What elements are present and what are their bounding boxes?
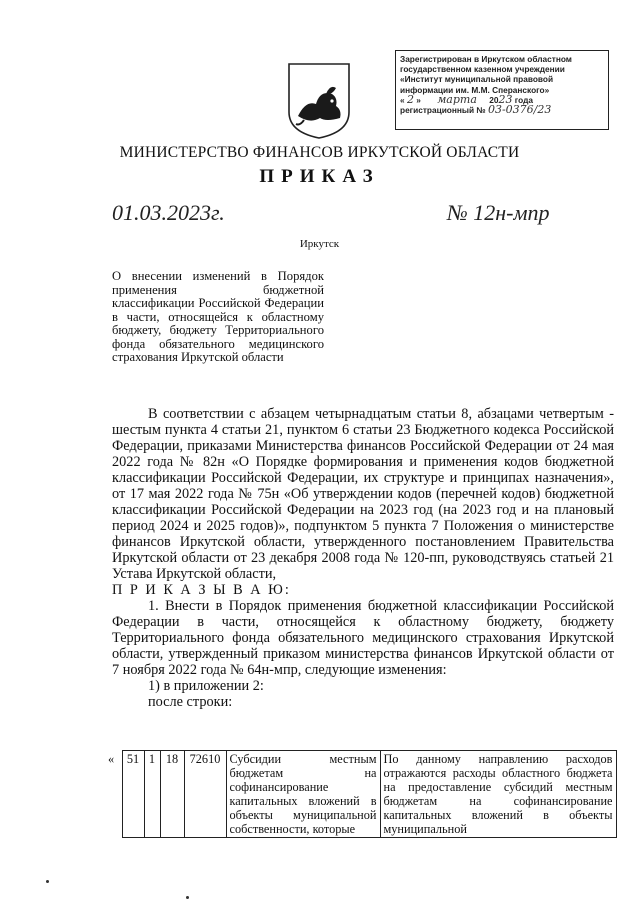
after-row-paragraph: после строки: bbox=[148, 694, 233, 710]
table-cell-name: Субсидии местным бюджетам на софинансирование капитальных вложений в объекты муниципальной собственности, которые bbox=[226, 751, 380, 838]
stamp-reg-line bbox=[400, 105, 604, 115]
stamp-line-1: Зарегистрирован в Иркутском областном bbox=[400, 54, 572, 64]
stamp-line-2: государственном казенном учреждении bbox=[400, 64, 565, 75]
order-date: 01.03.2023г. bbox=[112, 200, 225, 225]
order-word: П Р И К А З Ы В А Ю: bbox=[112, 582, 291, 598]
stamp-year-prefix: 20 bbox=[489, 94, 499, 105]
stamp-date-line bbox=[400, 95, 604, 105]
table-cell-description: По данному направлению расходов отражаются расходы областного бюджета на предоставление субсидий местным бюджетам на софинансирование капитальных вложений в объекты муниципальной bbox=[380, 751, 616, 838]
classification-table bbox=[108, 750, 617, 838]
order-subject: О внесении изменений в Порядок применения бюджетной классификации Российской Федерации в части, относящейся к областному бюджету, бюджету Территориального фонда обязательного медицинского страхования Иркутской области bbox=[112, 269, 324, 364]
stamp-month: марта bbox=[437, 94, 477, 106]
stamp-date-open-quote: « bbox=[400, 94, 405, 105]
stamp-year-word: года bbox=[514, 94, 533, 105]
document-title: ПРИКАЗ bbox=[259, 166, 380, 187]
table-cell-code-4: 72610 bbox=[184, 751, 226, 838]
table-cell-code-3: 18 bbox=[160, 751, 184, 838]
table-cell-code-2: 1 bbox=[144, 751, 160, 838]
stamp-date-close-quote: » bbox=[416, 94, 421, 105]
table-cell-code-1: 51 bbox=[122, 751, 144, 838]
subclause-paragraph: 1) в приложении 2: bbox=[148, 678, 264, 694]
stamp-reg-label: регистрационный № bbox=[400, 105, 486, 116]
clause-1-paragraph: 1. Внести в Порядок применения бюджетной классификации Российской Федерации в части, относящейся к областному бюджету, бюджету Территориального фонда обязательного медицинского страхования Иркутской области, утвержденный приказом министерства финансов Иркутской области от 7 ноября 2022 года № 64н-мпр, следующие изменения: bbox=[112, 598, 614, 678]
stamp-line-3: «Институт муниципальной правовой bbox=[400, 74, 554, 85]
scan-speck bbox=[186, 896, 189, 899]
scan-speck bbox=[46, 880, 49, 883]
ministry-name: МИНИСТЕРСТВО ФИНАНСОВ ИРКУТСКОЙ ОБЛАСТИ bbox=[119, 144, 520, 161]
coat-of-arms-emblem bbox=[286, 60, 352, 140]
order-body bbox=[112, 406, 614, 710]
stamp-reg-number: 03-0376/23 bbox=[487, 105, 552, 116]
preamble-paragraph: В соответствии с абзацем четырнадцатым статьи 8, абзацами четвертым - шестым пункта 4 статьи 21, пунктом 6 статьи 23 Бюджетного кодекса Российской Федерации, приказами Министерства финансов Российской Федерации от 24 мая 2022 года № 82н «О Порядке формирования и применения кодов бюджетной классификации Российской Федерации, их структуре и принципах назначения», от 17 мая 2022 года № 75н «Об утверждении кодов (перечней кодов) бюджетной классификации Российской Федерации на 2023 год (на 2023 год и на плановый период 2024 и 2025 годов)», подпунктом 5 пункта 7 Положения о министерстве финансов Иркутской области, утвержденного постановлением Правительства Иркутской области от 23 декабря 2008 года № 120-пп, руководствуясь статьей 21 Устава Иркутской области, bbox=[112, 406, 614, 582]
table-row bbox=[108, 751, 616, 838]
table-open-quote: « bbox=[108, 751, 115, 766]
city-name: Иркутск bbox=[299, 238, 340, 250]
registration-stamp bbox=[395, 50, 609, 130]
order-number: № 12н-мпр bbox=[447, 200, 550, 225]
stamp-year-suffix: 23 bbox=[498, 94, 513, 106]
stamp-day: 2 bbox=[406, 94, 414, 106]
stamp-line-4: информации им. М.М. Сперанского» bbox=[400, 84, 550, 95]
